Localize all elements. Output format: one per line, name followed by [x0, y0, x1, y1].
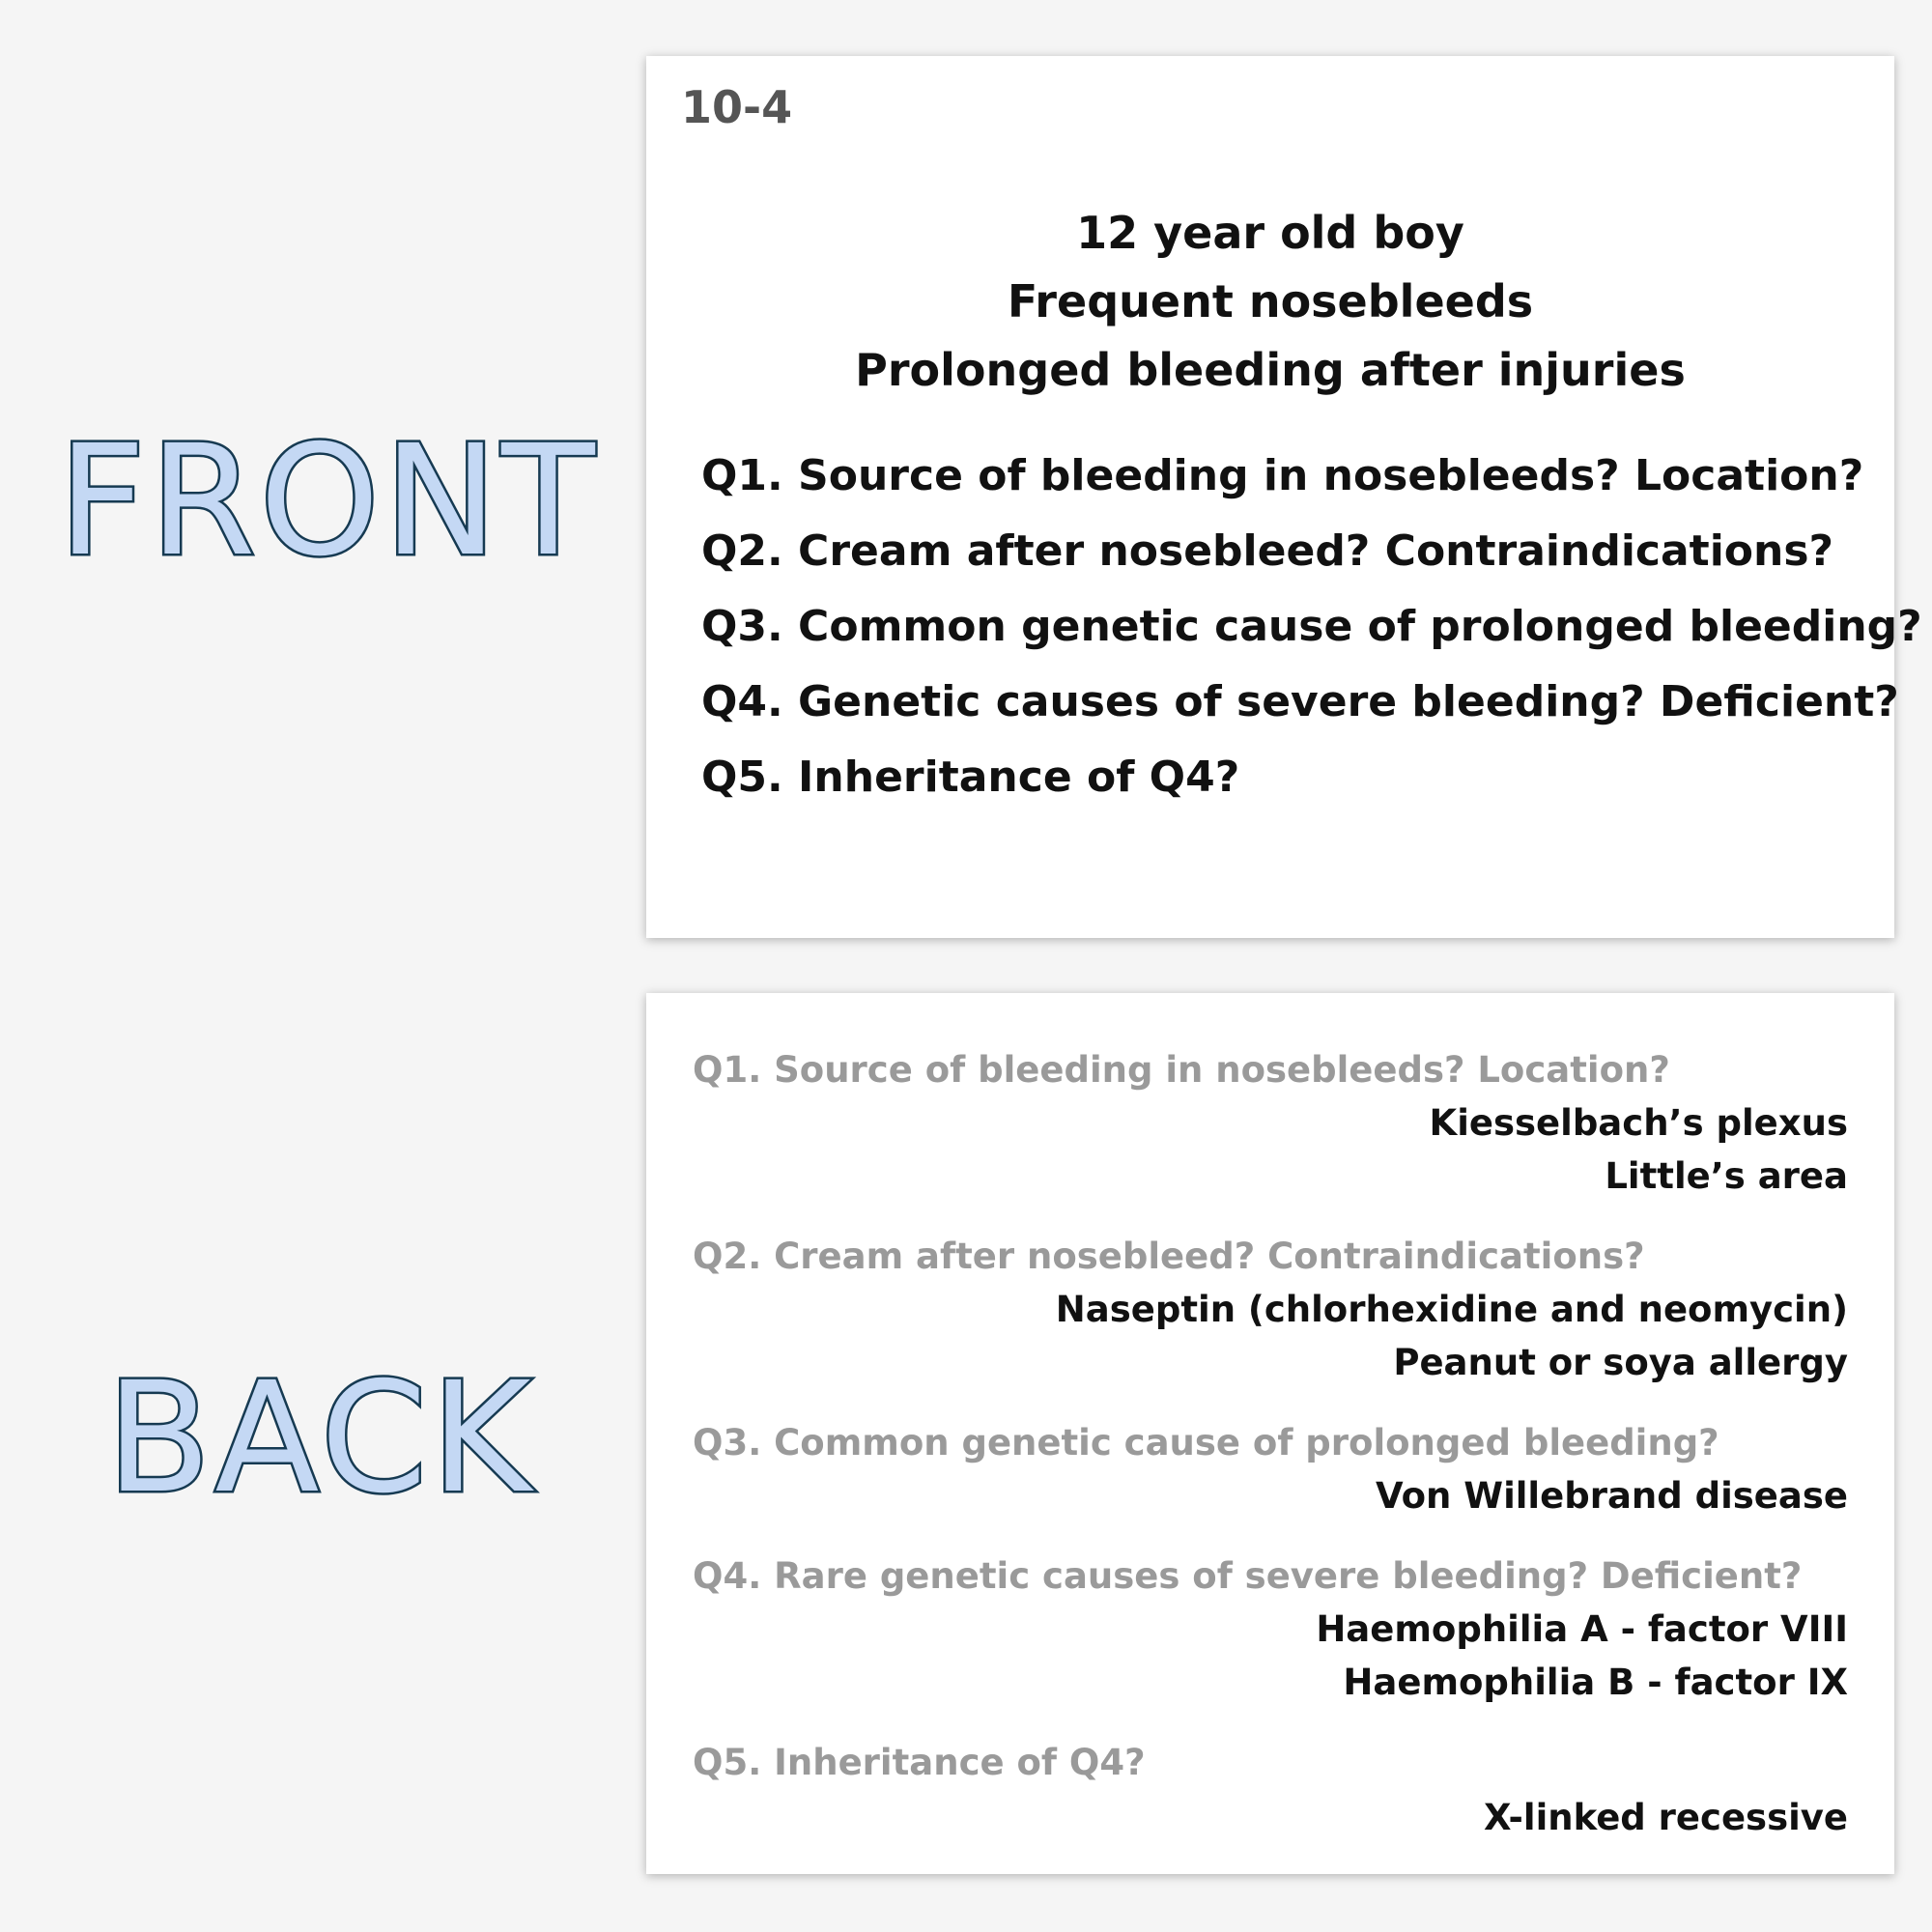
qa-answer: Haemophilia A - factor VIII [1316, 1608, 1848, 1650]
qa-item-5 [693, 1736, 1848, 1844]
question-2: Q2. Cream after nosebleed? Contraindications? [701, 526, 1834, 576]
qa-item-4 [693, 1549, 1848, 1709]
card-id: 10-4 [681, 81, 793, 133]
qa-answer: Von Willebrand disease [1376, 1475, 1848, 1517]
back-label: BACK [106, 1350, 535, 1527]
front-card [646, 56, 1922, 938]
qa-answer: Kiesselbach’s plexus [1429, 1102, 1848, 1144]
qa-answer: Peanut or soya allergy [1393, 1342, 1848, 1383]
front-label: FRONT [58, 412, 599, 590]
qa-question: Q2. Cream after nosebleed? Contraindications? [693, 1236, 1645, 1277]
question-5: Q5. Inheritance of Q4? [701, 753, 1240, 802]
qa-answer: Haemophilia B - factor IX [1343, 1662, 1848, 1703]
qa-question: Q1. Source of bleeding in nosebleeds? Location? [693, 1049, 1670, 1091]
question-list [701, 439, 1922, 815]
qa-question: Q3. Common genetic cause of prolonged bleeding? [693, 1422, 1719, 1463]
qa-answer: X-linked recessive [1484, 1797, 1848, 1838]
qa-question: Q5. Inheritance of Q4? [693, 1742, 1146, 1783]
case-line: Prolonged bleeding after injuries [855, 344, 1686, 396]
question-3: Q3. Common genetic cause of prolonged bleeding? [701, 602, 1922, 651]
qa-answer: Naseptin (chlorhexidine and neomycin) [1055, 1289, 1848, 1330]
qa-answer: Little’s area [1605, 1155, 1848, 1197]
question-1: Q1. Source of bleeding in nosebleeds? Location? [701, 451, 1864, 500]
qa-item-1 [693, 1043, 1848, 1203]
case-description [646, 199, 1894, 405]
back-card [646, 993, 1894, 1874]
qa-item-3 [693, 1416, 1848, 1522]
qa-question: Q4. Rare genetic causes of severe bleeding? Deficient? [693, 1555, 1803, 1597]
case-line: 12 year old boy [1076, 207, 1464, 259]
qa-item-2 [693, 1230, 1848, 1389]
case-line: Frequent nosebleeds [1007, 275, 1534, 327]
answer-list [693, 1043, 1848, 1871]
question-4: Q4. Genetic causes of severe bleeding? Deficient? [701, 677, 1899, 726]
